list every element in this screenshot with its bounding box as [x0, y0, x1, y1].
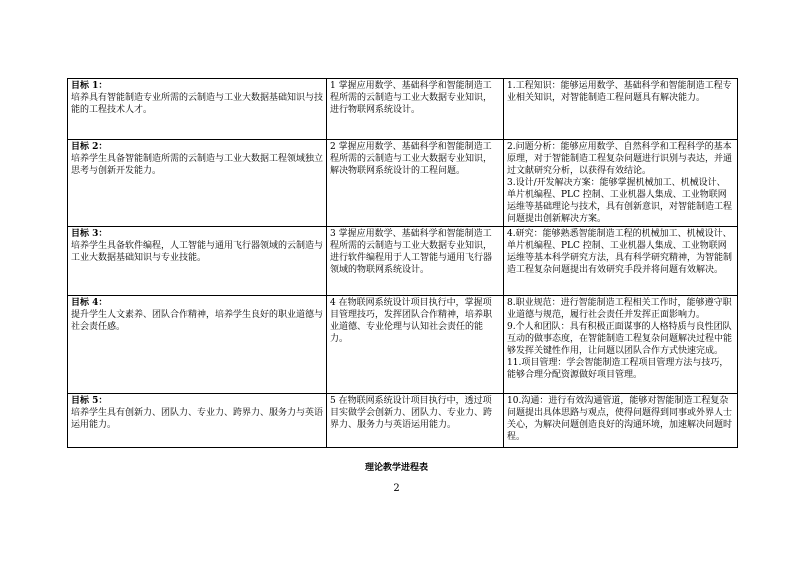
goal-title: 目标 2：: [71, 142, 108, 152]
page-number: 2: [393, 483, 400, 494]
goal-title: 目标 3：: [71, 229, 108, 239]
ability-cell: [504, 296, 738, 394]
ability-cell: [504, 79, 738, 140]
requirement-cell: 2 掌握应用数学、基础科学和智能制造工程所需的云制造与工业大数据专业知识，解决物联网系统设计的工程问题。: [327, 140, 504, 227]
goal-title: 目标 4：: [71, 298, 108, 308]
goal-cell: [68, 227, 327, 296]
requirement-cell: 5 在物联网系统设计项目执行中，透过项目实做学会创新力、团队力、专业力、跨界力、服务力与英语运用能力。: [327, 394, 504, 448]
goal-cell: [68, 79, 327, 140]
requirement-cell: 1 掌握应用数学、基础科学和智能制造工程所需的云制造与工业大数据专业知识，进行物联网系统设计。: [327, 79, 504, 140]
ability-cell: [504, 394, 738, 448]
objectives-table: [67, 78, 738, 448]
table-row: [68, 227, 738, 296]
goal-cell: [68, 140, 327, 227]
ability-cell: [504, 227, 738, 296]
ability-text: 11.项目管理：学会智能制造工程项目管理方法与技巧，能够合理分配资源做好项目管理。: [507, 358, 729, 380]
goal-text: 培养学生具备智能制造所需的云制造与工业大数据工程领域独立思考与创新开发能力。: [71, 154, 324, 176]
ability-text: 2.问题分析：能够应用数学、自然科学和工程科学的基本原理，对于智能制造工程复杂问题进行识别与表达，并通过文献研究分析，以获得有效结论。: [507, 142, 733, 176]
table-row: [68, 79, 738, 140]
goal-text: 培养学生具有创新力、团队力、专业力、跨界力、服务力与英语运用能力。: [71, 408, 324, 430]
goal-text: 培养学生具备软件编程，人工智能与通用飞行器领域的云制造与工业大数据基础知识与专业技能。: [71, 241, 324, 263]
goal-title: 目标 1：: [71, 81, 108, 91]
goal-text: 提升学生人文素养、团队合作精神，培养学生良好的职业道德与社会责任感。: [71, 310, 324, 332]
section-caption: 理论教学进程表: [364, 463, 428, 473]
ability-text: 1.工程知识：能够运用数学、基础科学和智能制造工程专业相关知识，对智能制造工程问题具有解决能力。: [507, 81, 732, 103]
requirement-cell: 4 在物联网系统设计项目执行中，掌握项目管理技巧，发挥团队合作精神，培养职业道德、专业伦理与认知社会责任的能力。: [327, 296, 504, 394]
ability-text: 8.职业规范：进行智能制造工程相关工作时，能够遵守职业道德与规范，履行社会责任并发挥正面影响力。: [507, 298, 732, 320]
goal-cell: [68, 296, 327, 394]
goal-text: 培养具有智能制造专业所需的云制造与工业大数据基础知识与技能的工程技术人才。: [71, 93, 324, 115]
ability-cell: [504, 140, 738, 227]
ability-text: 3.设计/开发解决方案：能够掌握机械加工、机械设计、单片机编程、PLC 控制、工业机器人集成、工业物联网运维等基础理论与技术，具有创新意识，对智能制造工程问题提出创新解决方案。: [507, 178, 733, 224]
goal-cell: [68, 394, 327, 448]
ability-text: 10.沟通：进行有效沟通管道，能够对智能制造工程复杂问题提出具体思路与观点，使得问题得到同事或外界人士关心，为解决问题创造良好的沟通环境，加速解决问题时程。: [507, 396, 733, 442]
table-row: [68, 394, 738, 448]
table-row: [68, 140, 738, 227]
ability-text: 4.研究：能够熟悉智能制造工程的机械加工、机械设计、单片机编程、PLC 控制、工业机器人集成、工业物联网运维等基本科学研究方法，具有科学研究精神，为智能制造工程复杂问题提出有效研究手段并将问题有效解决。: [507, 229, 733, 275]
requirement-cell: 3 掌握应用数学、基础科学和智能制造工程所需的云制造与工业大数据专业知识，进行软件编程用于人工智能与通用飞行器领域的物联网系统设计。: [327, 227, 504, 296]
objectives-table-body: [68, 79, 738, 448]
goal-title: 目标 5：: [71, 396, 108, 406]
table-row: [68, 296, 738, 394]
ability-text: 9.个人和团队：具有积极正面谋事的人格特质与良性团队互动的做事态度，在智能制造工程复杂问题解决过程中能够发挥关键性作用，让问题以团队合作方式快速完成。: [507, 322, 733, 356]
